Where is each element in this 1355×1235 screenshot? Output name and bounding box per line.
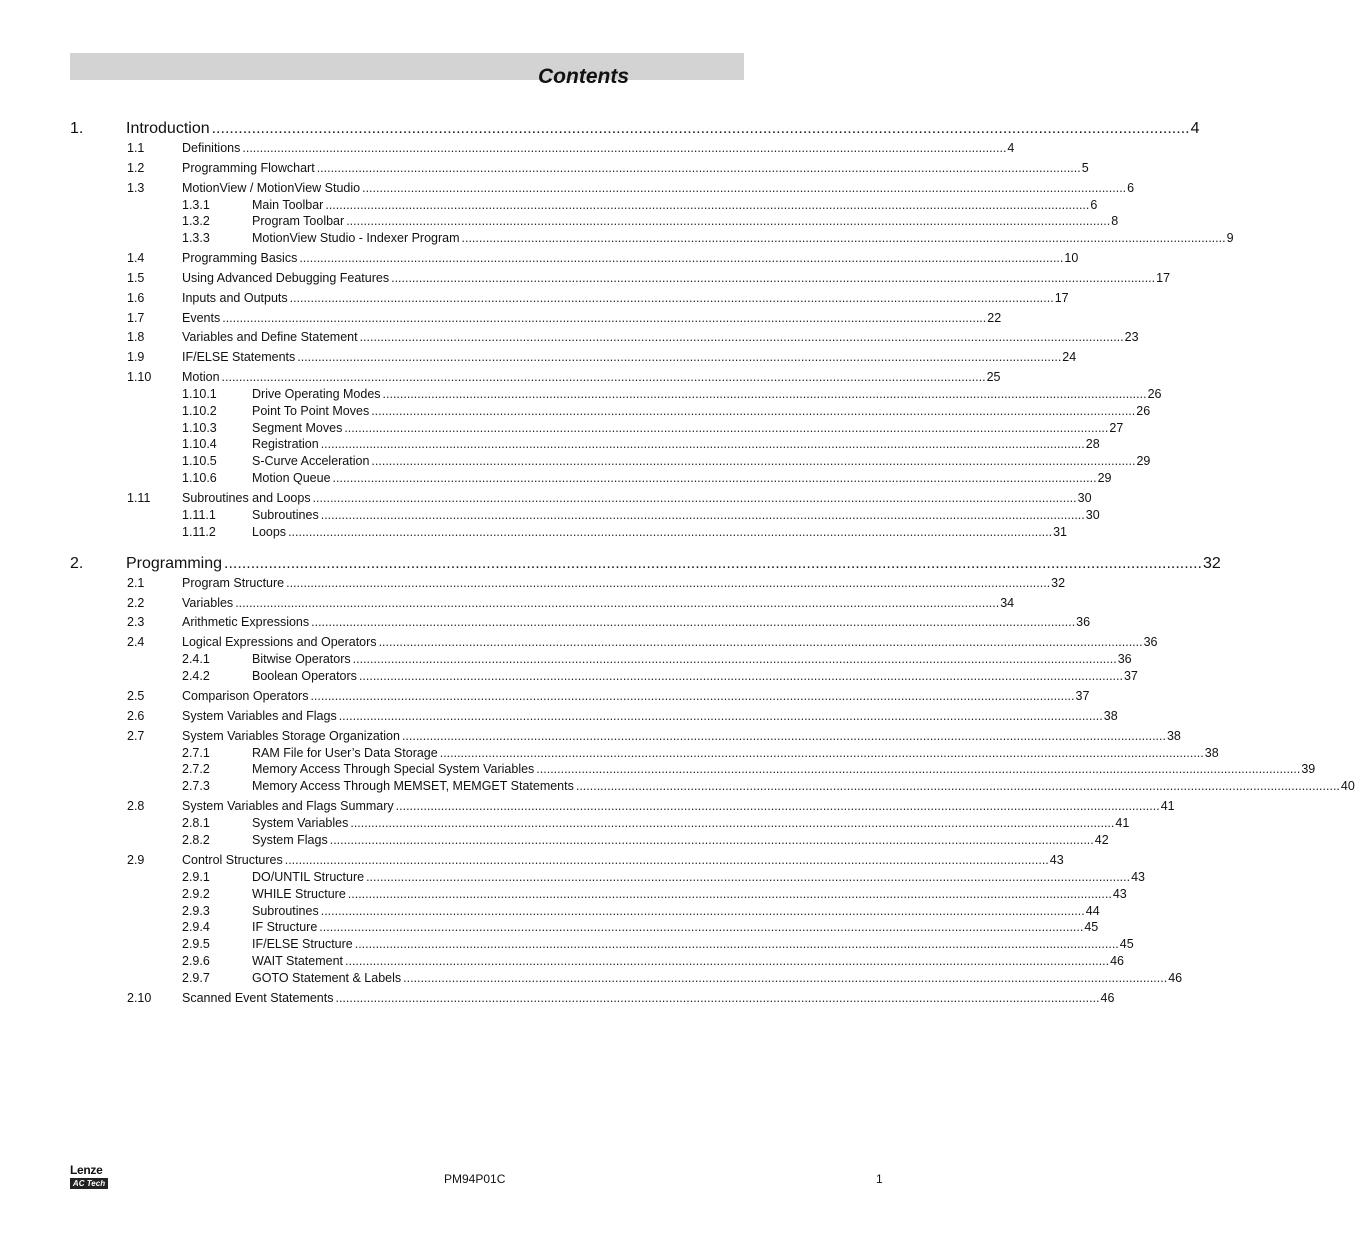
toc-entry-line [252, 970, 1183, 985]
toc-entry-number: 1. [70, 120, 84, 137]
dot-leader: ............................................................................................................................................................................................................................ [403, 970, 1168, 985]
toc-entry[interactable] [0, 816, 1130, 834]
dot-leader: ............................................................................................................................................................................................................................ [338, 708, 1103, 723]
toc-entry-number: 2.4.2 [182, 669, 210, 683]
toc-entry-title: Comparison Operators [182, 689, 309, 703]
toc-entry-number: 2.9.1 [182, 870, 210, 884]
dot-leader: ............................................................................................................................................................................................................................ [299, 251, 1064, 266]
toc-entry-line [182, 310, 1002, 325]
toc-entry-page: 38 [1204, 745, 1219, 760]
dot-leader: ............................................................................................................................................................................................................................ [332, 471, 1097, 485]
toc-entry-number: 2.7.2 [182, 762, 210, 777]
toc-entry-title: WHILE Structure [252, 886, 346, 901]
toc-entry-number: 2.7.3 [182, 779, 210, 794]
toc-entry-line [252, 197, 1098, 212]
toc-entry-title: Segment Moves [252, 420, 343, 435]
toc-entry[interactable] [0, 471, 1112, 489]
toc-entry-line [182, 141, 1015, 155]
dot-leader: ............................................................................................................................................................................................................................ [284, 853, 1049, 867]
toc-entry-page: 42 [1094, 833, 1109, 847]
toc-entry-title: MotionView / MotionView Studio [182, 180, 361, 195]
toc-entry-page: 25 [986, 370, 1001, 384]
toc-entry[interactable] [0, 437, 1100, 455]
toc-entry-page: 6 [1090, 197, 1098, 212]
toc-entry-number: 2.9.3 [182, 903, 210, 918]
dot-leader: ............................................................................................................................................................................................................................ [221, 370, 986, 384]
toc-entry-number: 1.8 [127, 330, 145, 345]
dot-leader: ............................................................................................................................................................................................................................ [401, 728, 1166, 743]
toc-entry-number: 1.11.2 [182, 524, 216, 539]
toc-entry-number: 2.9.4 [182, 920, 210, 935]
toc-entry-number: 1.1 [127, 141, 145, 155]
dot-leader: ............................................................................................................................................................................................................................ [297, 350, 1062, 365]
toc-entry-number: 1.7 [127, 310, 145, 325]
toc-entry-line [252, 471, 1112, 485]
toc-entry-line [182, 728, 1181, 743]
toc-entry-line [252, 816, 1130, 831]
toc-entry-title: Program Structure [182, 575, 285, 590]
toc-entry-page: 4 [1190, 120, 1200, 137]
toc-entry-page: 39 [1301, 762, 1316, 777]
toc-entry[interactable] [0, 231, 1234, 249]
toc-entry-title: GOTO Statement & Labels [252, 970, 402, 985]
toc-entry[interactable] [0, 330, 1139, 348]
dot-leader: ............................................................................................................................................................................................................................ [344, 420, 1109, 435]
toc-entry-line [182, 290, 1069, 305]
toc-entry-page: 43 [1112, 886, 1127, 901]
toc-entry[interactable] [0, 524, 1068, 543]
toc-entry-page: 36 [1143, 635, 1158, 650]
toc-entry-title: Programming Basics [182, 251, 298, 266]
toc-entry-line [252, 870, 1146, 884]
toc-entry[interactable] [0, 920, 1099, 938]
toc-entry-line [252, 954, 1124, 968]
toc-entry-line [182, 271, 1171, 285]
toc-entry-line [182, 615, 1091, 630]
dot-leader: ............................................................................................................................................................................................................................ [391, 271, 1156, 285]
toc-entry-number: 1.4 [127, 251, 145, 266]
header-bar [70, 53, 744, 80]
toc-entry-title: Loops [252, 524, 287, 539]
toc-entry[interactable] [0, 833, 1109, 851]
toc-entry-title: System Variables and Flags [182, 708, 337, 723]
toc-entry-page: 37 [1075, 689, 1090, 703]
toc-entry[interactable] [0, 310, 1002, 329]
toc-entry-page: 46 [1168, 970, 1183, 985]
toc-entry-line [182, 350, 1077, 365]
toc-entry-number: 2.2 [127, 595, 145, 610]
toc-entry-page: 43 [1131, 870, 1146, 884]
dot-leader: ............................................................................................................................................................................................................................ [352, 652, 1117, 667]
dot-leader: ............................................................................................................................................................................................................................ [345, 954, 1110, 968]
dot-leader: ............................................................................................................................................................................................................................ [211, 120, 1190, 137]
toc-entry-number: 2.7 [127, 728, 145, 743]
toc-entry-number: 1.10.1 [182, 387, 217, 401]
toc-entry-number: 1.3.3 [182, 231, 210, 246]
dot-leader: ............................................................................................................................................................................................................................ [382, 387, 1147, 401]
toc-entry-title: Scanned Event Statements [182, 990, 334, 1005]
toc-entry[interactable] [0, 779, 1355, 797]
toc-entry[interactable] [0, 689, 1090, 707]
toc-entry[interactable] [0, 120, 1200, 138]
toc-entry-page: 32 [1203, 554, 1221, 572]
toc-entry-page: 30 [1077, 491, 1092, 505]
toc-entry-title: Program Toolbar [252, 214, 345, 229]
page-title: Contents [538, 65, 629, 88]
toc-entry-page: 31 [1053, 524, 1068, 539]
toc-entry-number: 2.3 [127, 615, 145, 630]
toc-entry-title: Subroutines and Loops [182, 491, 311, 505]
toc-entry-page: 29 [1097, 471, 1112, 485]
toc-entry[interactable] [0, 180, 1135, 199]
toc-entry[interactable] [0, 635, 1158, 653]
toc-entry-page: 36 [1076, 615, 1091, 630]
toc-entry-title: Control Structures [182, 853, 283, 867]
toc-entry-page: 40 [1340, 779, 1355, 794]
page-number: 1 [876, 1172, 883, 1186]
toc-entry-title: Definitions [182, 141, 241, 155]
dot-leader: ............................................................................................................................................................................................................................ [461, 231, 1226, 246]
toc-entry[interactable] [0, 615, 1091, 633]
dot-leader: ............................................................................................................................................................................................................................ [335, 990, 1100, 1005]
toc-entry-page: 44 [1085, 903, 1100, 918]
toc-entry-page: 23 [1124, 330, 1139, 345]
toc-entry-title: Using Advanced Debugging Features [182, 271, 390, 285]
dot-leader: ............................................................................................................................................................................................................................ [311, 615, 1076, 630]
toc-entry-title: Memory Access Through MEMSET, MEMGET Statements [252, 779, 574, 794]
toc-entry-line [252, 214, 1119, 229]
toc-entry-title: Subroutines [252, 903, 319, 918]
toc-entry-number: 2.8.2 [182, 833, 210, 847]
dot-leader: ............................................................................................................................................................................................................................ [371, 403, 1136, 418]
toc-entry-page: 4 [1007, 141, 1015, 155]
toc-entry-title: RAM File for User’s Data Storage [252, 745, 438, 760]
toc-entry-title: Motion [182, 370, 220, 384]
toc-entry-page: 24 [1062, 350, 1077, 365]
toc-entry-title: Memory Access Through Special System Variables [252, 762, 535, 777]
toc-entry-number: 1.9 [127, 350, 145, 365]
toc-entry-page: 17 [1054, 290, 1069, 305]
toc-entry-line [252, 437, 1100, 452]
toc-entry-line [182, 251, 1079, 266]
toc-entry-number: 1.10 [127, 370, 152, 384]
dot-leader: ............................................................................................................................................................................................................................ [575, 779, 1340, 794]
dot-leader: ............................................................................................................................................................................................................................ [359, 330, 1124, 345]
dot-leader: ............................................................................................................................................................................................................................ [439, 745, 1204, 760]
toc-entry-page: 28 [1085, 437, 1100, 452]
toc-entry-line [182, 180, 1135, 195]
toc-entry-page: 29 [1136, 454, 1151, 469]
toc-entry-title: Variables [182, 595, 234, 610]
logo-wordmark: Lenze [70, 1163, 103, 1177]
toc-entry[interactable] [0, 197, 1098, 216]
dot-leader: ............................................................................................................................................................................................................................ [354, 937, 1119, 952]
document-code: PM94P01C [444, 1172, 506, 1186]
toc-entry-page: 27 [1109, 420, 1124, 435]
toc-entry-title: Programming Flowchart [182, 160, 315, 175]
toc-entry[interactable] [0, 271, 1171, 289]
toc-entry-number: 2.8 [127, 799, 145, 814]
toc-entry-number: 2. [70, 554, 84, 572]
toc-entry[interactable] [0, 595, 1015, 614]
toc-entry-title: Motion Queue [252, 471, 331, 485]
toc-entry-title: Subroutines [252, 508, 319, 522]
toc-entry-number: 1.11.1 [182, 508, 216, 522]
toc-entry-number: 2.5 [127, 689, 145, 703]
toc-entry-title: DO/UNTIL Structure [252, 870, 365, 884]
dot-leader: ............................................................................................................................................................................................................................ [362, 180, 1127, 195]
toc-entry-page: 26 [1136, 403, 1151, 418]
toc-entry-line [252, 508, 1100, 522]
dot-leader: ............................................................................................................................................................................................................................ [320, 437, 1085, 452]
toc-entry-title: Introduction [126, 120, 210, 137]
toc-entry-title: Inputs and Outputs [182, 290, 288, 305]
toc-entry-line [182, 370, 1001, 384]
dot-leader: ............................................................................................................................................................................................................................ [536, 762, 1301, 777]
dot-leader: ............................................................................................................................................................................................................................ [378, 635, 1143, 650]
toc-entry-line [182, 799, 1175, 814]
toc-entry-line [252, 231, 1234, 246]
toc-entry[interactable] [0, 708, 1118, 727]
toc-entry-line [252, 652, 1132, 667]
toc-entry-number: 1.11 [127, 491, 151, 505]
dot-leader: ............................................................................................................................................................................................................................ [320, 508, 1085, 522]
toc-entry-title: Main Toolbar [252, 197, 324, 212]
dot-leader: ............................................................................................................................................................................................................................ [312, 491, 1077, 505]
toc-entry-line [252, 833, 1109, 847]
toc-entry[interactable] [0, 508, 1100, 526]
toc-entry[interactable] [0, 903, 1100, 922]
dot-leader: ............................................................................................................................................................................................................................ [319, 920, 1084, 935]
toc-entry[interactable] [0, 420, 1124, 439]
toc-entry-page: 10 [1064, 251, 1079, 266]
toc-entry-title: MotionView Studio - Indexer Program [252, 231, 460, 246]
toc-entry-page: 37 [1123, 669, 1138, 683]
toc-entry-page: 43 [1049, 853, 1064, 867]
toc-entry[interactable] [0, 160, 1089, 179]
toc-entry-title: Drive Operating Modes [252, 387, 381, 401]
toc-entry[interactable] [0, 799, 1175, 817]
toc-entry-line [182, 595, 1015, 610]
toc-entry-number: 1.10.5 [182, 454, 217, 469]
toc-entry-page: 26 [1147, 387, 1162, 401]
dot-leader: ............................................................................................................................................................................................................................ [235, 595, 1000, 610]
toc-entry-number: 1.3.2 [182, 214, 210, 229]
toc-entry-page: 8 [1111, 214, 1119, 229]
toc-entry[interactable] [0, 403, 1151, 422]
toc-entry-line [252, 387, 1162, 401]
toc-entry-number: 1.3 [127, 180, 145, 195]
toc-entry[interactable] [0, 669, 1138, 687]
dot-leader: ............................................................................................................................................................................................................................ [347, 886, 1112, 901]
toc-entry-line [252, 779, 1355, 794]
toc-entry-number: 1.3.1 [182, 197, 210, 212]
dot-leader: ............................................................................................................................................................................................................................ [358, 669, 1123, 683]
toc-entry-number: 1.10.4 [182, 437, 217, 452]
toc-entry-line [182, 575, 1066, 590]
toc-entry-number: 1.10.6 [182, 471, 217, 485]
toc-entry-page: 45 [1119, 937, 1134, 952]
toc-entry[interactable] [0, 990, 1115, 1009]
toc-entry-line [182, 330, 1139, 345]
toc-entry-page: 38 [1103, 708, 1118, 723]
toc-entry[interactable] [0, 870, 1146, 888]
toc-entry-title: Variables and Define Statement [182, 330, 358, 345]
toc-entry[interactable] [0, 652, 1132, 670]
toc-entry-page: 46 [1110, 954, 1124, 968]
dot-leader: ............................................................................................................................................................................................................................ [288, 524, 1053, 539]
toc-entry-page: 6 [1127, 180, 1135, 195]
toc-entry[interactable] [0, 954, 1124, 972]
toc-entry-number: 2.10 [127, 990, 152, 1005]
toc-entry-title: IF/ELSE Statements [182, 350, 296, 365]
toc-entry-page: 46 [1100, 990, 1115, 1005]
toc-entry-line [182, 160, 1089, 175]
toc-entry[interactable] [0, 745, 1219, 764]
dot-leader: ............................................................................................................................................................................................................................ [371, 454, 1136, 469]
toc-entry[interactable] [0, 214, 1119, 232]
toc-entry-title: IF/ELSE Structure [252, 937, 353, 952]
toc-entry[interactable] [0, 350, 1077, 368]
toc-entry-number: 2.9.5 [182, 937, 210, 952]
toc-entry[interactable] [0, 554, 1221, 573]
dot-leader: ............................................................................................................................................................................................................................ [395, 799, 1160, 814]
toc-entry-number: 2.6 [127, 708, 145, 723]
dot-leader: ............................................................................................................................................................................................................................ [320, 903, 1085, 918]
dot-leader: ............................................................................................................................................................................................................................ [350, 816, 1115, 831]
toc-entry-page: 41 [1115, 816, 1130, 831]
toc-entry[interactable] [0, 454, 1151, 472]
toc-entry-title: Programming [126, 554, 223, 572]
toc-entry-line [182, 635, 1158, 650]
toc-entry[interactable] [0, 290, 1069, 309]
toc-entry-number: 2.9 [127, 853, 145, 867]
toc-entry-number: 1.10.2 [182, 403, 217, 418]
toc-entry[interactable] [0, 886, 1127, 905]
dot-leader: ............................................................................................................................................................................................................................ [316, 160, 1081, 175]
dot-leader: ............................................................................................................................................................................................................................ [310, 689, 1075, 703]
toc-entry[interactable] [0, 370, 1001, 388]
toc-entry-title: S-Curve Acceleration [252, 454, 370, 469]
toc-entry-title: System Variables Storage Organization [182, 728, 400, 743]
toc-entry-line [252, 903, 1100, 918]
toc-entry-number: 1.10.3 [182, 420, 217, 435]
toc-entry-number: 1.2 [127, 160, 145, 175]
lenze-logo [70, 1164, 110, 1189]
toc-entry-title: System Variables and Flags Summary [182, 799, 394, 814]
toc-entry[interactable] [0, 762, 1316, 780]
toc-entry-page: 5 [1081, 160, 1089, 175]
toc-entry-number: 1.5 [127, 271, 145, 285]
toc-entry-title: Arithmetic Expressions [182, 615, 310, 630]
toc-entry-title: WAIT Statement [252, 954, 344, 968]
toc-entry-number: 2.4 [127, 635, 145, 650]
toc-entry-page: 41 [1160, 799, 1175, 814]
toc-entry[interactable] [0, 491, 1092, 509]
toc-entry[interactable] [0, 141, 1015, 159]
toc-entry[interactable] [0, 728, 1181, 747]
toc-entry[interactable] [0, 853, 1064, 871]
dot-leader: ............................................................................................................................................................................................................................ [329, 833, 1094, 847]
dot-leader: ............................................................................................................................................................................................................................ [242, 141, 1007, 155]
toc-entry-page: 38 [1166, 728, 1181, 743]
toc-entry-number: 2.1 [127, 575, 145, 590]
toc-entry-line [252, 420, 1124, 435]
toc-entry-number: 2.9.6 [182, 954, 210, 968]
toc-entry-number: 2.8.1 [182, 816, 210, 831]
toc-entry-page: 34 [1000, 595, 1015, 610]
dot-leader: ............................................................................................................................................................................................................................ [346, 214, 1111, 229]
toc-entry-page: 17 [1156, 271, 1171, 285]
toc-entry-number: 1.6 [127, 290, 145, 305]
toc-entry-number: 2.9.2 [182, 886, 210, 901]
toc-entry[interactable] [0, 970, 1183, 989]
toc-entry-line [252, 669, 1138, 683]
dot-leader: ............................................................................................................................................................................................................................ [289, 290, 1054, 305]
toc-entry-line [252, 937, 1134, 952]
dot-leader: ............................................................................................................................................................................................................................ [286, 575, 1051, 590]
toc-entry-line [182, 491, 1092, 505]
toc-entry-number: 2.9.7 [182, 970, 210, 985]
toc-entry[interactable] [0, 251, 1079, 269]
toc-entry-title: Bitwise Operators [252, 652, 351, 667]
toc-entry-line [252, 886, 1127, 901]
toc-entry-title: System Variables [252, 816, 349, 831]
toc-entry-line [252, 920, 1099, 935]
toc-entry-page: 30 [1085, 508, 1100, 522]
toc-entry-line [252, 762, 1316, 777]
toc-entry-page: 32 [1051, 575, 1066, 590]
toc-entry-line [252, 524, 1068, 539]
toc-entry-line [252, 454, 1151, 469]
toc-entry-line [182, 853, 1064, 867]
toc-entry-number: 2.7.1 [182, 745, 210, 760]
toc-entry-number: 2.4.1 [182, 652, 210, 667]
toc-entry-line [182, 990, 1115, 1005]
toc-entry-line [182, 708, 1118, 723]
toc-entry-title: Events [182, 310, 221, 325]
toc-entry-title: IF Structure [252, 920, 318, 935]
toc-entry-line [252, 745, 1219, 760]
toc-entry-line [252, 403, 1151, 418]
dot-leader: ............................................................................................................................................................................................................................ [224, 554, 1202, 572]
toc-entry-page: 9 [1226, 231, 1234, 246]
toc-entry-title: Registration [252, 437, 319, 452]
toc-entry-page: 36 [1117, 652, 1132, 667]
toc-entry-line [126, 120, 1200, 138]
toc-entry-line [126, 554, 1221, 573]
toc-entry-page: 45 [1084, 920, 1099, 935]
toc-entry-title: System Flags [252, 833, 328, 847]
toc-entry[interactable] [0, 387, 1162, 405]
dot-leader: ............................................................................................................................................................................................................................ [366, 870, 1131, 884]
toc-entry[interactable] [0, 575, 1066, 594]
toc-entry-line [182, 689, 1090, 703]
toc-entry-title: Point To Point Moves [252, 403, 370, 418]
toc-entry-title: Boolean Operators [252, 669, 357, 683]
dot-leader: ............................................................................................................................................................................................................................ [222, 310, 987, 325]
logo-badge: AC Tech [70, 1178, 108, 1189]
toc-entry-page: 22 [987, 310, 1002, 325]
toc-entry[interactable] [0, 937, 1134, 955]
toc-entry-title: Logical Expressions and Operators [182, 635, 377, 650]
dot-leader: ............................................................................................................................................................................................................................ [325, 197, 1090, 212]
